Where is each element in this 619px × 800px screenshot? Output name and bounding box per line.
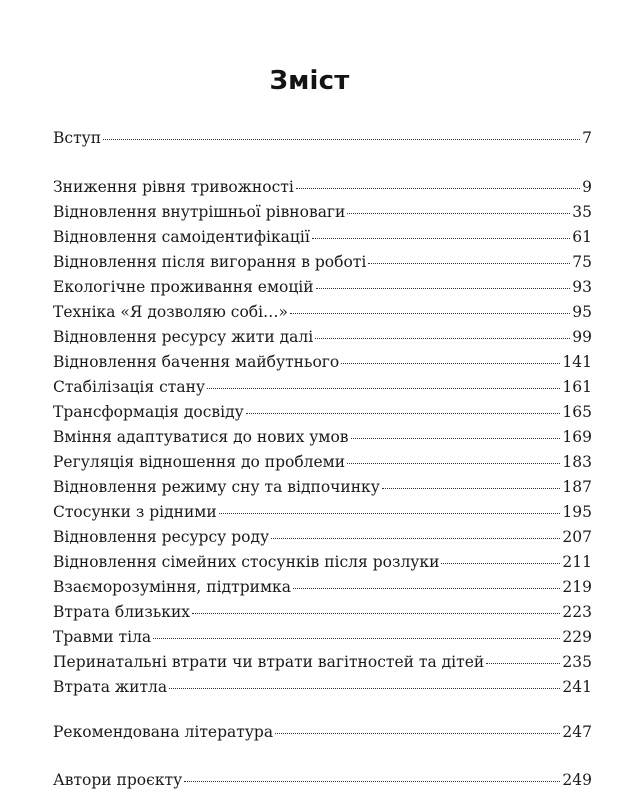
toc-entry[interactable] <box>53 502 592 522</box>
toc-leader-dots <box>312 238 570 239</box>
toc-entry-page-number: 35 <box>572 203 592 221</box>
toc-entry[interactable] <box>53 452 592 472</box>
toc-leader-dots <box>316 288 571 289</box>
toc-entry-label: Взаєморозуміння, підтримка <box>53 578 291 596</box>
toc-entry[interactable] <box>53 722 592 742</box>
toc-leader-dots <box>169 688 560 689</box>
toc-leader-dots <box>271 538 560 539</box>
toc-entry[interactable] <box>53 202 592 222</box>
toc-entry-label: Травми тіла <box>53 628 152 646</box>
toc-leader-dots <box>184 781 560 782</box>
toc-leader-dots <box>351 438 561 439</box>
toc-leader-dots <box>207 388 560 389</box>
toc-leader-dots <box>368 263 570 264</box>
toc-leader-dots <box>315 338 570 339</box>
toc-entry-label: Відновлення внутрішньої рівноваги <box>53 203 346 221</box>
toc-leader-dots <box>341 363 560 364</box>
toc-entry[interactable] <box>53 602 592 622</box>
toc-entry-label: Відновлення режиму сну та відпочинку <box>53 478 380 496</box>
toc-entry[interactable] <box>53 377 592 397</box>
toc-entry[interactable] <box>53 477 592 497</box>
toc-entry-page-number: 183 <box>562 453 592 471</box>
toc-entry[interactable] <box>53 677 592 697</box>
toc-entry-page-number: 247 <box>562 723 592 741</box>
toc-entry-label: Техніка «Я дозволяю собі…» <box>53 303 289 321</box>
toc-entry-label: Відновлення бачення майбутнього <box>53 353 340 371</box>
toc-entry-page-number: 241 <box>562 678 592 696</box>
toc-entry[interactable] <box>53 627 592 647</box>
toc-entry-label: Вміння адаптуватися до нових умов <box>53 428 349 446</box>
toc-entry-label: Стосунки з рідними <box>53 503 217 521</box>
toc-entry[interactable] <box>53 177 592 197</box>
toc-leader-dots <box>347 213 570 214</box>
toc-entry[interactable] <box>53 552 592 572</box>
toc-entry[interactable] <box>53 352 592 372</box>
toc-entry[interactable] <box>53 402 592 422</box>
toc-leader-dots <box>219 513 561 514</box>
toc-entry[interactable] <box>53 652 592 672</box>
toc-entry-page-number: 99 <box>572 328 592 346</box>
toc-leader-dots <box>347 463 560 464</box>
toc-entry-label: Трансформація досвіду <box>53 403 244 421</box>
toc-entry-label: Зниження рівня тривожності <box>53 178 294 196</box>
toc-entry[interactable] <box>53 527 592 547</box>
toc-entry[interactable] <box>53 770 592 790</box>
toc-entry-page-number: 211 <box>562 553 592 571</box>
toc-entry-page-number: 7 <box>582 129 592 147</box>
toc-entry[interactable] <box>53 128 592 148</box>
toc-leader-dots <box>275 733 560 734</box>
toc-leader-dots <box>192 613 560 614</box>
toc-entry-label: Відновлення після вигорання в роботі <box>53 253 367 271</box>
toc-entry-page-number: 75 <box>572 253 592 271</box>
toc-entry-page-number: 219 <box>562 578 592 596</box>
toc-leader-dots <box>382 488 561 489</box>
page-title: Зміст <box>269 66 350 96</box>
toc-entry-page-number: 235 <box>562 653 592 671</box>
toc-entry-page-number: 249 <box>562 771 592 789</box>
toc-entry-label: Екологічне проживання емоцій <box>53 278 314 296</box>
toc-entry-label: Відновлення самоідентифікації <box>53 228 310 246</box>
toc-entry-label: Стабілізація стану <box>53 378 206 396</box>
toc-entry-page-number: 207 <box>562 528 592 546</box>
toc-entry-label: Вступ <box>53 129 102 147</box>
toc-entry-label: Відновлення ресурсу жити далі <box>53 328 314 346</box>
toc-entry-page-number: 223 <box>562 603 592 621</box>
toc-entry-page-number: 141 <box>562 353 592 371</box>
toc-leader-dots <box>246 413 561 414</box>
toc-leader-dots <box>153 638 560 639</box>
toc-entry-label: Автори проєкту <box>53 771 183 789</box>
toc-entry-label: Рекомендована література <box>53 723 274 741</box>
toc-leader-dots <box>293 588 560 589</box>
toc-entry-label: Регуляція відношення до проблеми <box>53 453 346 471</box>
toc-leader-dots <box>290 313 570 314</box>
toc-entry-label: Відновлення сімейних стосунків після розлуки <box>53 553 440 571</box>
toc-entry[interactable] <box>53 302 592 322</box>
toc-entry[interactable] <box>53 277 592 297</box>
toc-entry-page-number: 165 <box>562 403 592 421</box>
toc-leader-dots <box>103 139 580 140</box>
toc-entry[interactable] <box>53 252 592 272</box>
toc-leader-dots <box>486 663 560 664</box>
toc-entry-page-number: 161 <box>562 378 592 396</box>
toc-leader-dots <box>296 188 580 189</box>
toc-entry-page-number: 187 <box>562 478 592 496</box>
toc-entry[interactable] <box>53 327 592 347</box>
toc-leader-dots <box>441 563 560 564</box>
toc-entry[interactable] <box>53 227 592 247</box>
toc-entry-label: Втрата житла <box>53 678 168 696</box>
toc-entry-label: Втрата близьких <box>53 603 191 621</box>
toc-entry-page-number: 9 <box>582 178 592 196</box>
toc-entry-page-number: 169 <box>562 428 592 446</box>
toc-entry-page-number: 95 <box>572 303 592 321</box>
toc-entry-page-number: 195 <box>562 503 592 521</box>
toc-entry[interactable] <box>53 577 592 597</box>
toc-entry[interactable] <box>53 427 592 447</box>
toc-entry-label: Перинатальні втрати чи втрати вагітностей та дітей <box>53 653 485 671</box>
toc-entry-label: Відновлення ресурсу роду <box>53 528 270 546</box>
toc-entry-page-number: 61 <box>572 228 592 246</box>
toc-entry-page-number: 229 <box>562 628 592 646</box>
toc-entry-page-number: 93 <box>572 278 592 296</box>
